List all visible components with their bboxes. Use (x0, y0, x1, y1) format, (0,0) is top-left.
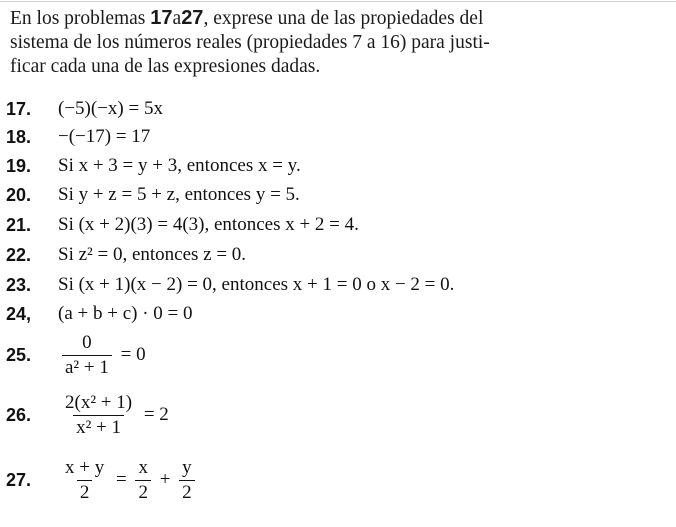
numerator: 2(x² + 1) (65, 391, 133, 413)
problem-number: 21. (6, 214, 32, 235)
problem-expression (58, 458, 199, 503)
problem-number: 17. (6, 98, 32, 119)
problem-18 (6, 124, 150, 150)
problem-number: 26. (6, 404, 32, 425)
denominator: a² + 1 (62, 355, 112, 378)
fraction-term-1 (135, 458, 151, 503)
instructions-line-1: En los problemas 17a27, exprese una de las propiedades del (10, 7, 484, 29)
problem-number: 25. (6, 344, 32, 365)
problem-number: 22. (6, 244, 32, 265)
problem-25 (6, 330, 146, 380)
problem-expression: Si (x + 2)(3) = 4(3), entonces x + 2 = 4. (58, 214, 359, 235)
problem-19 (6, 153, 301, 179)
range-sep: a (172, 8, 182, 29)
problem-23 (6, 272, 454, 298)
plus-sign: + (159, 468, 171, 490)
denominator: 2 (135, 480, 151, 503)
instructions-line-2: sistema de los números reales (propiedades 7 a 16) para justi- (10, 32, 490, 53)
right-hand-side: = 0 (120, 343, 146, 365)
problem-expression: Si x + 3 = y + 3, entonces x = y. (58, 155, 301, 176)
right-hand-side: = 2 (143, 403, 169, 425)
denominator: 2 (179, 480, 195, 503)
problem-expression: Si z² = 0, entonces z = 0. (58, 244, 247, 265)
problem-expression: (−5)(−x) = 5x (58, 98, 163, 119)
problem-number: 18. (6, 126, 32, 147)
instructions-line-3: ficar cada una de las expresiones dadas. (10, 56, 321, 77)
problem-number: 27. (6, 469, 32, 490)
problem-26 (6, 390, 169, 440)
fraction (62, 333, 112, 378)
problem-17 (6, 96, 163, 122)
problem-22 (6, 242, 246, 268)
problem-number: 19. (6, 155, 32, 176)
problem-21 (6, 212, 359, 238)
problem-expression (58, 393, 169, 438)
top-divider (0, 1, 676, 2)
problem-number: 20. (6, 184, 32, 205)
fraction-lhs (62, 458, 107, 503)
instructions (10, 6, 650, 79)
problem-20 (6, 182, 300, 208)
problem-expression: −(−17) = 17 (58, 126, 151, 147)
range-to: 27 (181, 7, 204, 29)
problem-number: 24, (6, 303, 32, 324)
numerator: 0 (82, 331, 92, 353)
denominator: x² + 1 (73, 415, 124, 438)
numerator: y (182, 456, 192, 478)
denominator: 2 (77, 480, 93, 503)
problem-27 (6, 455, 199, 505)
fraction (62, 393, 135, 438)
problem-24 (6, 301, 193, 327)
range-from: 17 (150, 7, 173, 29)
problem-expression (58, 333, 146, 378)
numerator: x + y (65, 456, 105, 478)
problem-expression: Si (x + 1)(x − 2) = 0, entonces x + 1 = 0 o x − 2 = 0. (58, 274, 455, 295)
fraction-term-2 (179, 458, 195, 503)
equals-sign: = (115, 468, 127, 490)
problem-expression: Si y + z = 5 + z, entonces y = 5. (58, 184, 300, 205)
problem-expression: (a + b + c) · 0 = 0 (58, 303, 193, 324)
numerator: x (138, 456, 148, 478)
problem-number: 23. (6, 274, 32, 295)
